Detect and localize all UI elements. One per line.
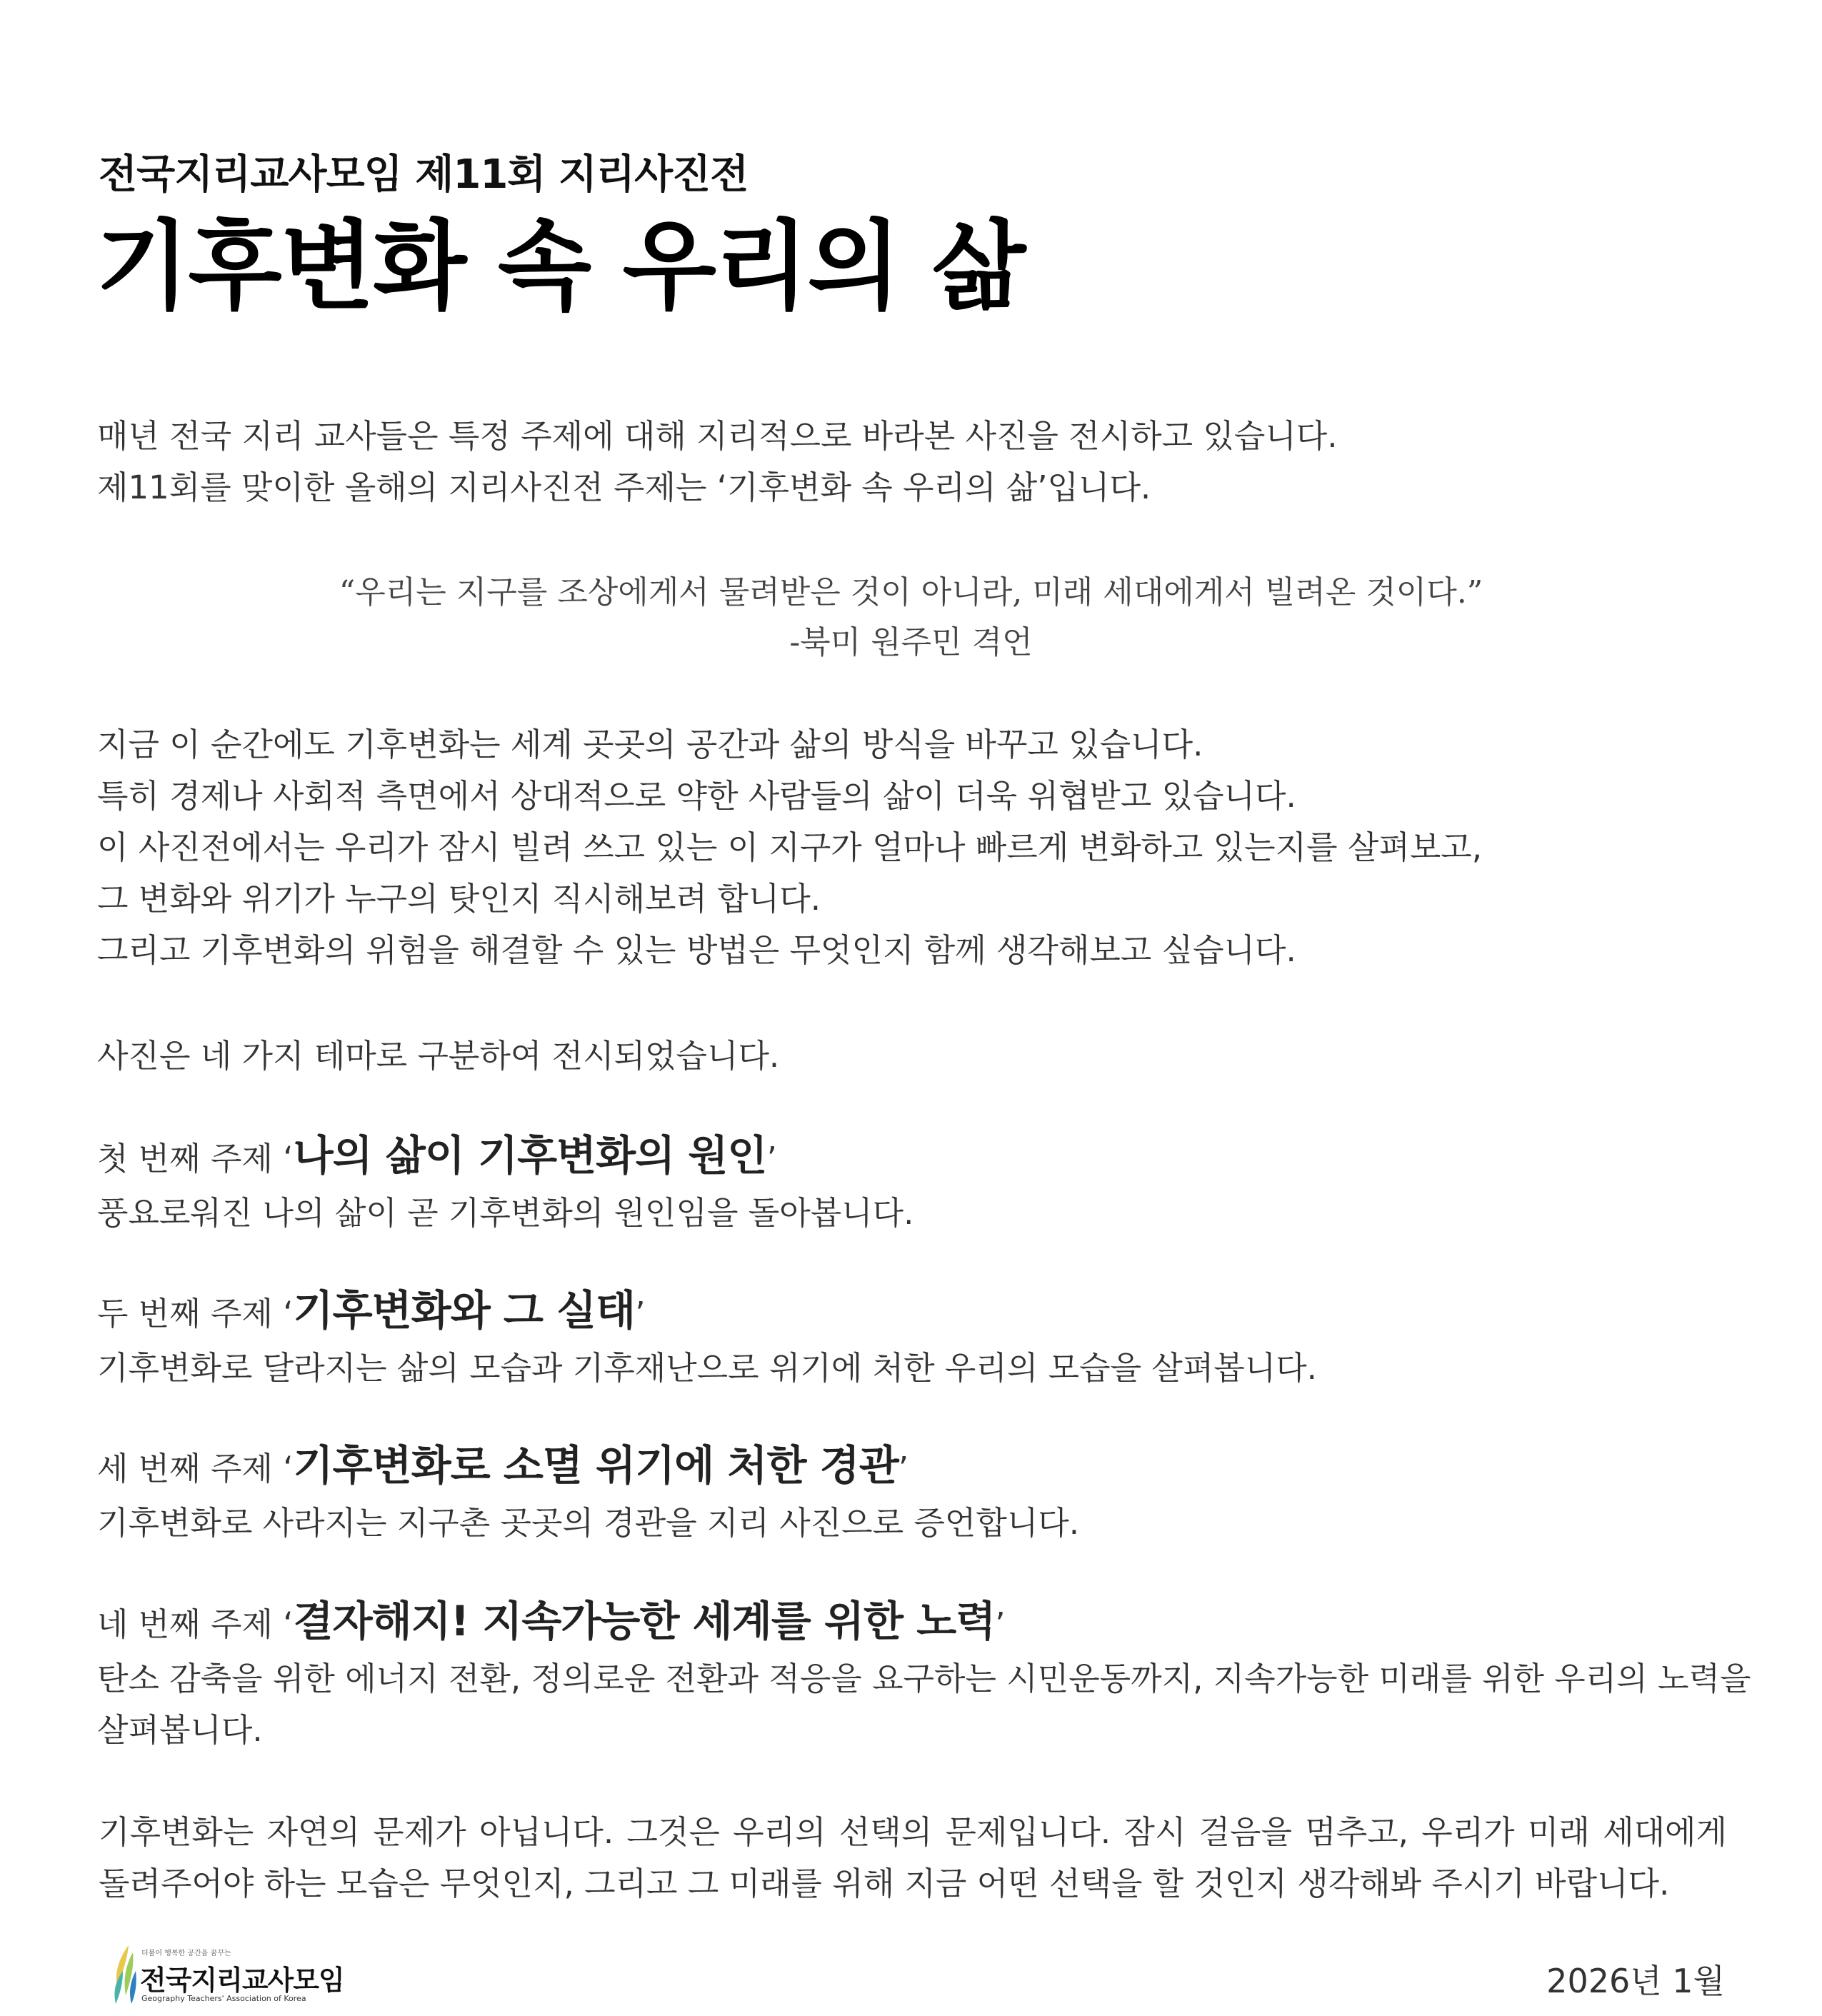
theme-description: 기후변화로 달라지는 삶의 모습과 기후재난으로 위기에 처한 우리의 모습을 살펴봅니다. — [97, 1349, 1317, 1387]
theme-title: 기후변화로 소멸 위기에 처한 경관 — [293, 1441, 899, 1490]
theme-prefix: 네 번째 주제 ‘ — [97, 1605, 294, 1643]
theme-heading — [97, 1437, 1079, 1498]
theme-heading — [97, 1282, 1317, 1343]
theme-suffix: ’ — [635, 1295, 646, 1333]
theme-1 — [97, 1127, 913, 1239]
theme-suffix: ’ — [766, 1140, 777, 1178]
intro-paragraph — [97, 411, 1338, 513]
exhibition-title: 기후변화 속 우리의 삶 — [96, 211, 1025, 324]
theme-2 — [97, 1282, 1317, 1394]
theme-prefix: 세 번째 주제 ‘ — [97, 1450, 294, 1488]
theme-description: 풍요로워진 나의 삶이 곧 기후변화의 원인임을 돌아봅니다. — [97, 1194, 914, 1232]
themes-intro — [97, 1030, 779, 1082]
intro-line: 제11회를 맞이한 올해의 지리사진전 주제는 ‘기후변화 속 우리의 삶’입니다. — [97, 468, 1151, 506]
theme-suffix: ’ — [898, 1450, 909, 1488]
publication-date: 2026년 1월 — [1546, 1962, 1725, 2000]
association-logo — [107, 1942, 344, 2007]
exhibition-subtitle: 전국지리교사모임 제11회 지리사진전 — [99, 151, 749, 198]
theme-prefix: 첫 번째 주제 ‘ — [97, 1140, 294, 1178]
theme-heading — [97, 1127, 913, 1188]
quote-text: “우리는 지구를 조상에게서 물려받은 것이 아니라, 미래 세대에게서 빌려온 것이다.” — [339, 574, 1483, 611]
logo-english-name: Geography Teachers' Association of Korea — [141, 1994, 306, 2003]
theme-prefix: 두 번째 주제 ‘ — [97, 1295, 294, 1333]
theme-heading — [97, 1593, 1751, 1653]
theme-description: 탄소 감축을 위한 에너지 전환, 정의로운 전환과 적응을 요구하는 시민운동까지, 지속가능한 미래를 위한 우리의 노력을 — [97, 1660, 1751, 1697]
body-line: 그리고 기후변화의 위험을 해결할 수 있는 방법은 무엇인지 함께 생각해보고 싶습니다. — [97, 931, 1296, 969]
leaf-logo-icon — [107, 1942, 140, 2007]
logo-name: 전국지리교사모임 — [140, 1964, 344, 1996]
body-line: 이 사진전에서는 우리가 잠시 빌려 쓰고 있는 이 지구가 얼마나 빠르게 변화하고 있는지를 살펴보고, — [97, 828, 1483, 866]
body-line: 지금 이 순간에도 기후변화는 세계 곳곳의 공간과 삶의 방식을 바꾸고 있습니다. — [97, 726, 1203, 763]
body-line: 그 변화와 위기가 누구의 탓인지 직시해보려 합니다. — [97, 880, 821, 918]
quote-block — [0, 568, 1822, 668]
quote-source: -북미 원주민 격언 — [789, 624, 1033, 661]
logo-tagline: 더불어 행복한 공간을 꿈꾸는 — [141, 1950, 231, 1957]
theme-description: 살펴봅니다. — [97, 1711, 263, 1749]
theme-3 — [97, 1437, 1079, 1549]
theme-suffix: ’ — [995, 1605, 1006, 1643]
body-line: 특히 경제나 사회적 측면에서 상대적으로 약한 사람들의 삶이 더욱 위협받고 있습니다. — [97, 777, 1296, 815]
closing-paragraph — [99, 1807, 1727, 1910]
themes-intro-text: 사진은 네 가지 테마로 구분하여 전시되었습니다. — [97, 1037, 780, 1075]
closing-line: 기후변화는 자연의 문제가 아닙니다. 그것은 우리의 선택의 문제입니다. 잠시 걸음을 멈추고, 우리가 미래 세대에게 — [99, 1813, 1727, 1851]
intro-line: 매년 전국 지리 교사들은 특정 주제에 대해 지리적으로 바라본 사진을 전시하고 있습니다. — [97, 417, 1338, 455]
theme-description: 기후변화로 사라지는 지구촌 곳곳의 경관을 지리 사진으로 증언합니다. — [97, 1504, 1080, 1542]
theme-4 — [97, 1593, 1751, 1756]
closing-line: 돌려주어야 하는 모습은 무엇인지, 그리고 그 미래를 위해 지금 어떤 선택을 할 것인지 생각해봐 주시기 바랍니다. — [99, 1865, 1670, 1902]
theme-title: 기후변화와 그 실태 — [293, 1286, 636, 1335]
body-paragraph — [97, 719, 1482, 976]
theme-title: 결자해지! 지속가능한 세계를 위한 노력 — [293, 1597, 996, 1645]
theme-title: 나의 삶이 기후변화의 원인 — [293, 1131, 767, 1180]
